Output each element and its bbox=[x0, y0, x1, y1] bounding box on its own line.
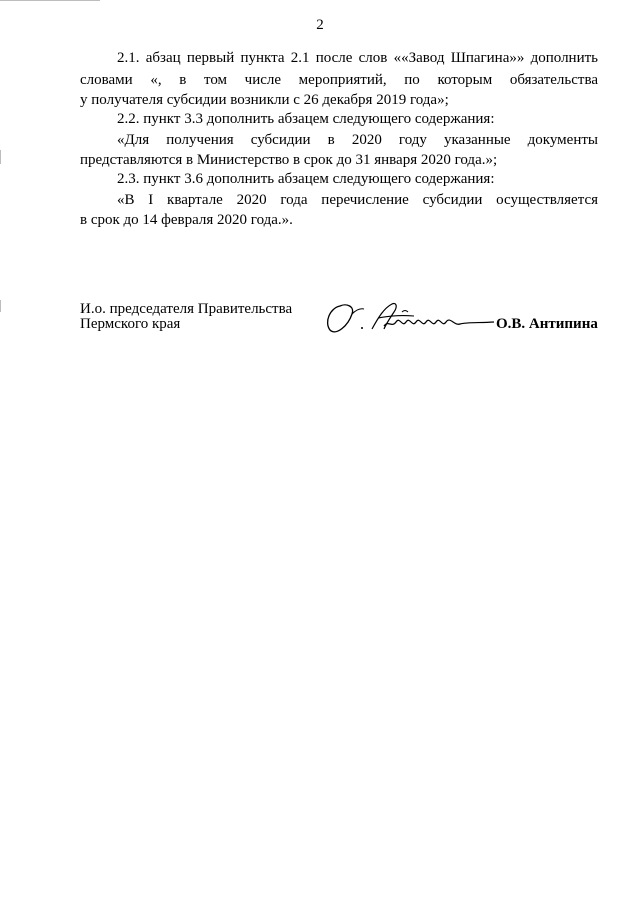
scan-artifact-top bbox=[0, 0, 100, 1]
scan-artifact-left-1 bbox=[0, 150, 1, 164]
paragraph-2-1-line-3: у получателя субсидии возникли с 26 декабря 2019 года»; bbox=[80, 92, 449, 108]
signatory-title-line-2: Пермского края bbox=[80, 316, 181, 332]
paragraph-2-2: 2.2. пункт 3.3 дополнить абзацем следующего содержания: bbox=[117, 111, 495, 127]
signatory-name: О.В. Антипина bbox=[496, 316, 598, 332]
paragraph-2-1-line-2: словами «, в том числе мероприятий, по которым обязательства bbox=[80, 72, 598, 88]
handwritten-signature bbox=[322, 298, 502, 338]
paragraph-2-1-line-1: 2.1. абзац первый пункта 2.1 после слов ««Завод Шпагина»» дополнить bbox=[117, 50, 598, 66]
paragraph-quote-2-line-2: в срок до 14 февраля 2020 года.». bbox=[80, 212, 293, 228]
paragraph-quote-1-line-2: представляются в Министерство в срок до 31 января 2020 года.»; bbox=[80, 152, 498, 168]
page-number: 2 bbox=[316, 17, 324, 33]
signatory-title bbox=[80, 302, 292, 332]
paragraph-2-3: 2.3. пункт 3.6 дополнить абзацем следующего содержания: bbox=[117, 171, 495, 187]
paragraph-quote-1-line-1: «Для получения субсидии в 2020 году указанные документы bbox=[117, 132, 598, 148]
paragraph-quote-2-line-1: «В I квартале 2020 года перечисление субсидии осуществляется bbox=[117, 192, 598, 208]
signatory-title-line-1: И.о. председателя Правительства bbox=[80, 301, 293, 317]
scan-artifact-left-2 bbox=[0, 300, 1, 312]
